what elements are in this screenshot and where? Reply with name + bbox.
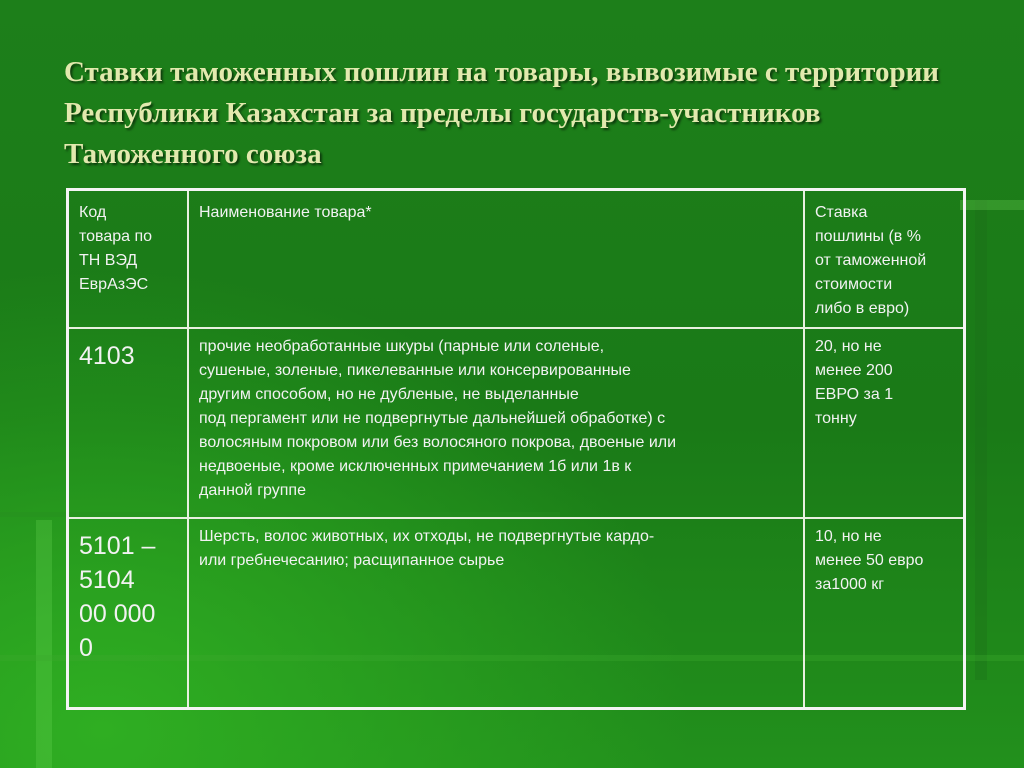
- table-header-row: [68, 190, 965, 329]
- slide-title: Ставки таможенных пошлин на товары, вывозимые с территории Республики Казахстан за пределы государств-участников Таможенного союза: [64, 56, 939, 170]
- cell-rate: 20, но не менее 200 ЕВРО за 1 тонну: [804, 328, 965, 518]
- cell-rate: 10, но не менее 50 евро за1000 кг: [804, 518, 965, 709]
- decor-stripe: [960, 200, 1024, 210]
- duty-rates-table: [66, 188, 966, 710]
- header-rate: Ставка пошлины (в % от таможенной стоимости либо в евро): [804, 190, 965, 329]
- header-name: Наименование товара*: [188, 190, 804, 329]
- cell-name: Шерсть, волос животных, их отходы, не подвергнутые кардо- или гребнечесанию; расщипанное сырье: [188, 518, 804, 709]
- cell-code: 5101 – 5104 00 000 0: [68, 518, 189, 709]
- decor-stripe: [36, 520, 52, 768]
- table-row: [68, 328, 965, 518]
- header-code: Код товара по ТН ВЭД ЕврАзЭС: [68, 190, 189, 329]
- cell-name: прочие необработанные шкуры (парные или соленые, сушеные, золеные, пикелеванные или консервированные другим способом, но не дубленые, не выделанные под пергамент или не подвергнутые дальнейшей обработке) с волосяным покровом или без волосяного покрова, двоеные или недвоеные, кроме исключенных примечанием 1б или 1в к данной группе: [188, 328, 804, 518]
- table-row: [68, 518, 965, 709]
- cell-code: 4103: [68, 328, 189, 518]
- decor-stripe: [975, 200, 987, 680]
